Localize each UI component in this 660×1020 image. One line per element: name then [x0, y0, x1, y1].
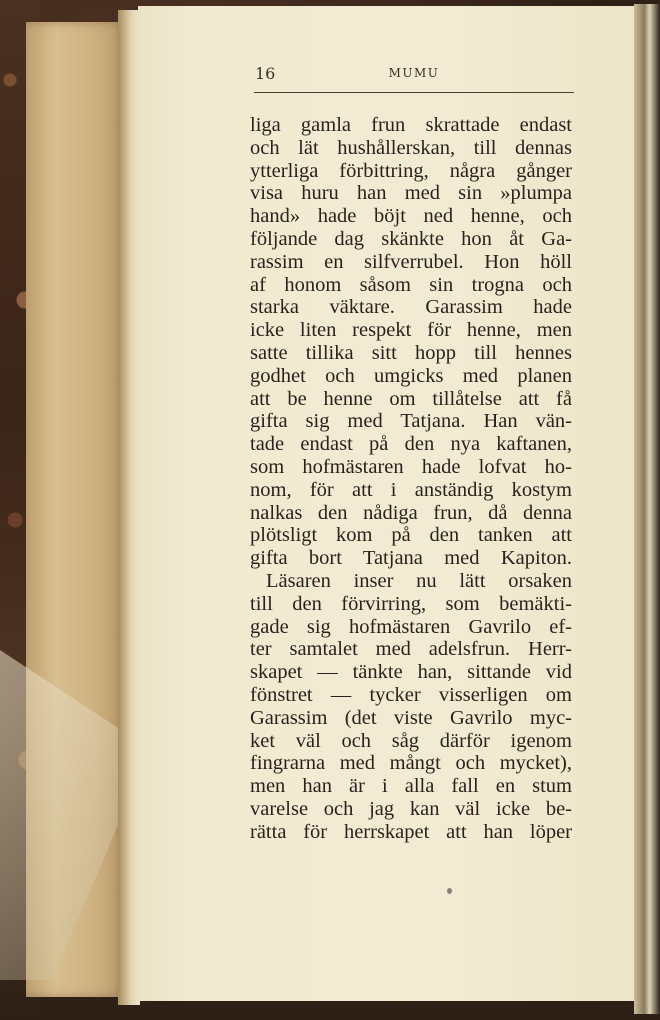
- text-line: till den förvirring, som bemäkti-: [250, 592, 572, 615]
- text-line: liga gamla frun skrattade endast: [250, 114, 572, 136]
- text-line: som hofmästaren hade lofvat ho-: [250, 455, 572, 478]
- text-line: fingrarna med mångt och mycket),: [250, 752, 572, 775]
- right-page-edge: [634, 4, 660, 1014]
- text-line: ytterliga förbittring, några gånger: [250, 159, 572, 182]
- text-line: satte tillika sitt hopp till hennes: [250, 341, 572, 364]
- text-line: visa huru han med sin »plumpa: [250, 182, 572, 205]
- text-line: och lät hushållerskan, till dennas: [250, 136, 572, 159]
- text-line-paragraph-start: Läsaren inser nu lätt orsaken: [266, 569, 572, 592]
- page-header: [255, 64, 573, 90]
- text-line: skapet — tänkte han, sittande vid: [250, 661, 572, 684]
- page-number: 16: [255, 64, 276, 83]
- text-line: gade sig hofmästaren Gavrilo ef-: [250, 615, 572, 638]
- header-rule: [254, 92, 574, 93]
- body-text: [250, 114, 572, 844]
- text-line: tade endast på den nya kaftanen,: [250, 433, 572, 456]
- text-line: plötsligt kom på den tanken att: [250, 524, 572, 547]
- text-line: följande dag skänkte hon åt Ga-: [250, 227, 572, 250]
- text-line: starka väktare. Garassim hade: [250, 296, 572, 319]
- text-line: nom, för att i anständig kostym: [250, 478, 572, 501]
- running-title: MUMU: [388, 66, 440, 80]
- text-line: af honom såsom sin trogna och: [250, 273, 572, 296]
- book-gutter: [118, 10, 140, 1005]
- text-line: gifta bort Tatjana med Kapiton.: [250, 547, 572, 570]
- ink-speck: [447, 888, 452, 894]
- text-line: fönstret — tycker visserligen om: [250, 683, 572, 706]
- text-line: varelse och jag kan väl icke be-: [250, 797, 572, 820]
- text-line: ter samtalet med adelsfrun. Herr-: [250, 638, 572, 661]
- text-line: Garassim (det viste Gavrilo myc-: [250, 706, 572, 729]
- text-line: hand» hade böjt ned henne, och: [250, 205, 572, 228]
- text-line: rätta för herrskapet att han löper: [250, 820, 572, 843]
- text-line: att be henne om tillåtelse att få: [250, 387, 572, 410]
- text-line: nalkas den nådiga frun, då denna: [250, 501, 572, 524]
- text-line: icke liten respekt för henne, men: [250, 319, 572, 342]
- text-line: men han är i alla fall en stum: [250, 775, 572, 798]
- text-line: gifta sig med Tatjana. Han vän-: [250, 410, 572, 433]
- text-line: rassim en silfverrubel. Hon höll: [250, 250, 572, 273]
- text-line: godhet och umgicks med planen: [250, 364, 572, 387]
- text-line: ket väl och såg därför igenom: [250, 729, 572, 752]
